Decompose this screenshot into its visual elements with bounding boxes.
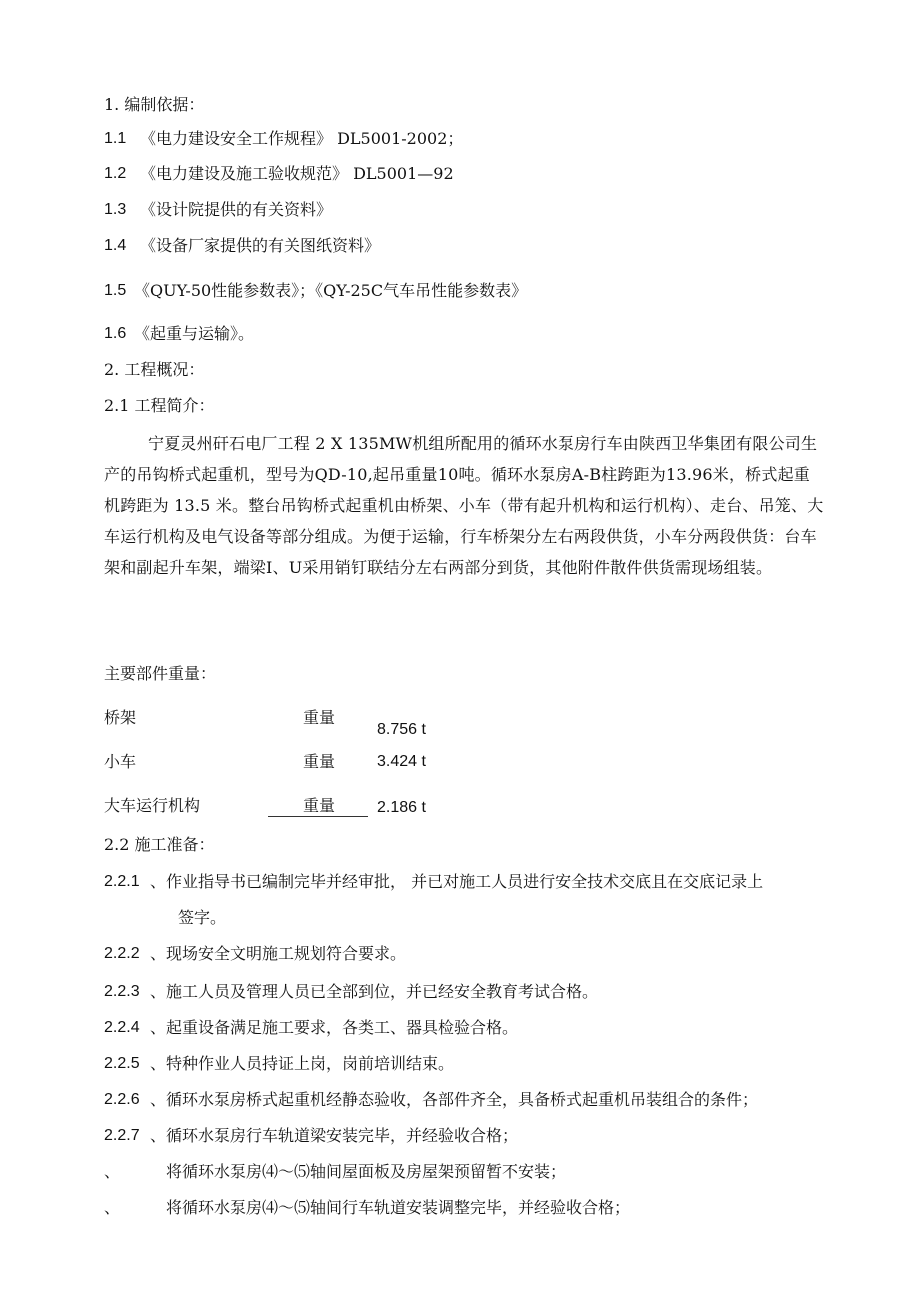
project-intro-heading: 2.1 工程简介： bbox=[104, 396, 215, 415]
basis-item-6-number: 1.6 bbox=[104, 325, 127, 342]
weight-row-2-part: 小车 bbox=[104, 752, 137, 771]
prep-item-5-text: 、特种作业人员持证上岗，岗前培训结束。 bbox=[150, 1054, 455, 1073]
basis-item-3-number: 1.3 bbox=[104, 201, 127, 218]
weight-row-3-underline bbox=[268, 816, 368, 817]
basis-item-2-number: 1.2 bbox=[104, 165, 127, 182]
prep-extra-1-text: 将循环水泵房⑷～⑸轴间屋面板及房屋架预留暂不安装； bbox=[166, 1162, 567, 1181]
weight-row-2-label: 重量 bbox=[303, 752, 336, 771]
prep-item-5-number: 2.2.5 bbox=[104, 1055, 140, 1072]
prep-item-6-text: 、循环水泵房桥式起重机经静态验收，各部件齐全，具备桥式起重机吊装组合的条件； bbox=[150, 1090, 759, 1109]
prep-item-1-text: 、作业指导书已编制完毕并经审批， 并已对施工人员进行安全技术交底且在交底记录上 bbox=[150, 872, 764, 891]
prep-item-3-text: 、施工人员及管理人员已全部到位，并已经安全教育考试合格。 bbox=[150, 982, 599, 1001]
basis-item-5-number: 1.5 bbox=[104, 282, 127, 299]
prep-item-7-number: 2.2.7 bbox=[104, 1127, 140, 1144]
basis-item-4-text: 《设备厂家提供的有关图纸资料》 bbox=[140, 236, 381, 255]
weight-row-1-label: 重量 bbox=[303, 708, 336, 727]
prep-item-1-number: 2.2.1 bbox=[104, 873, 140, 890]
prep-item-2-text: 、现场安全文明施工规划符合要求。 bbox=[150, 944, 407, 963]
basis-item-1-number: 1.1 bbox=[104, 130, 127, 147]
basis-item-2-text: 《电力建设及施工验收规范》 DL5001—92 bbox=[140, 164, 454, 183]
basis-item-6-text: 《起重与运输》。 bbox=[134, 324, 255, 343]
section-2-heading: 2. 工程概况： bbox=[104, 360, 205, 379]
section-1-heading: 1. 编制依据： bbox=[104, 95, 205, 114]
prep-item-4-number: 2.2.4 bbox=[104, 1019, 140, 1036]
basis-item-1-text: 《电力建设安全工作规程》 DL5001-2002； bbox=[140, 129, 464, 148]
prep-item-4-text: 、起重设备满足施工要求，各类工、器具检验合格。 bbox=[150, 1018, 519, 1037]
basis-item-5-text: 《QUY-50性能参数表》；《QY-25C气车吊性能参数表》 bbox=[134, 281, 528, 300]
preparation-heading: 2.2 施工准备： bbox=[104, 835, 215, 854]
prep-item-3-number: 2.2.3 bbox=[104, 983, 140, 1000]
weight-row-1-part: 桥架 bbox=[104, 708, 137, 727]
basis-item-3-text: 《设计院提供的有关资料》 bbox=[140, 200, 333, 219]
prep-item-2-number: 2.2.2 bbox=[104, 945, 140, 962]
weight-row-2-value: 3.424 t bbox=[377, 753, 426, 770]
prep-extra-1-mark: 、 bbox=[104, 1162, 121, 1181]
prep-item-1-continuation: 签字。 bbox=[178, 908, 227, 927]
weight-row-3-value: 2.186 t bbox=[377, 799, 426, 816]
prep-item-6-number: 2.2.6 bbox=[104, 1091, 140, 1108]
weights-heading: 主要部件重量： bbox=[104, 664, 217, 683]
prep-item-7-text: 、循环水泵房行车轨道梁安装完毕，并经验收合格； bbox=[150, 1126, 519, 1145]
weight-row-3-part: 大车运行机构 bbox=[104, 796, 201, 815]
prep-extra-2-text: 将循环水泵房⑷～⑸轴间行车轨道安装调整完毕，并经验收合格； bbox=[166, 1198, 631, 1217]
prep-extra-2-mark: 、 bbox=[104, 1198, 121, 1217]
project-intro-paragraph: 宁夏灵州矸石电厂工程 2 X 135MW机组所配用的循环水泵房行车由陕西卫华集团有限公司生产的吊钩桥式起重机，型号为QD-10,起吊重量10吨。循环水泵房A-B柱跨距为13.96米，桥式起重机跨距为 13.5 米。整台吊钩桥式起重机由桥架、小车（带有起升机构和运行机构）、走台、吊笼、大车运行机构及电气设备等部分组成。为便于运输，行车桥架分左右两段供货，小车分两段供货：台车架和副起升车架，端梁I、U采用销钉联结分左右两部分到货，其他附件散件供货需现场组装。 bbox=[104, 434, 824, 577]
weight-row-1-value: 8.756 t bbox=[377, 721, 426, 738]
weight-row-3-label: 重量 bbox=[303, 796, 336, 815]
basis-item-4-number: 1.4 bbox=[104, 237, 127, 254]
